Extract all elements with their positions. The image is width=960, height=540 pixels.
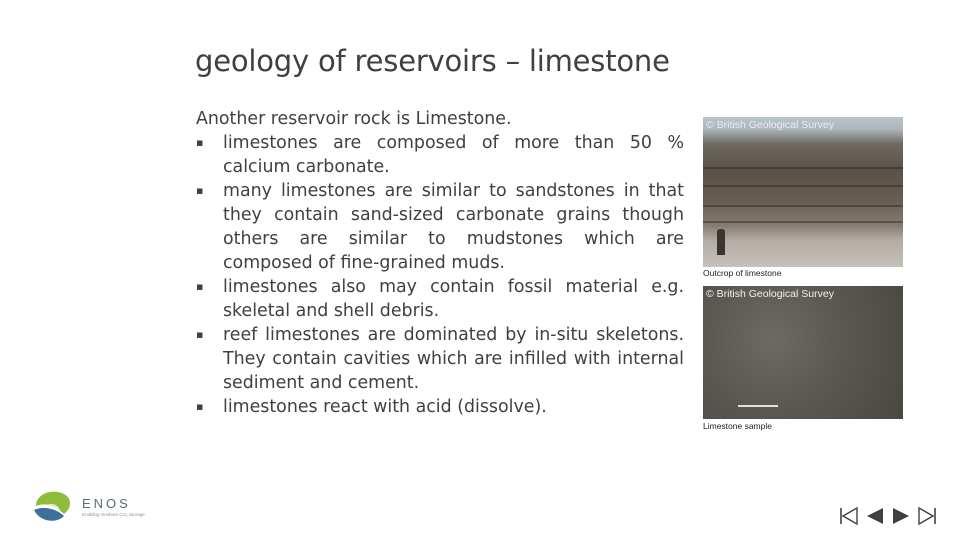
bullet-item — [196, 323, 684, 395]
sample-photo — [703, 286, 903, 419]
bullet-text: limestones are composed of more than 50 % calcium carbonate. — [223, 133, 684, 177]
bullet-marker: ▪ — [196, 184, 204, 197]
first-slide-icon[interactable] — [838, 505, 860, 527]
last-slide-icon[interactable] — [916, 505, 938, 527]
bullet-text: limestones react with acid (dissolve). — [223, 397, 547, 417]
person-figure — [717, 229, 725, 255]
bullet-marker: ▪ — [196, 328, 204, 341]
bullet-marker: ▪ — [196, 280, 204, 293]
outcrop-copyright: © British Geological Survey — [706, 119, 834, 131]
bullet-item — [196, 395, 684, 419]
previous-slide-icon[interactable] — [864, 505, 886, 527]
bullet-text: reef limestones are dominated by in-situ skeletons. They contain cavities which are infilled with internal sediment and cement. — [223, 325, 684, 393]
bullet-list — [196, 131, 684, 419]
intro-text: Another reservoir rock is Limestone. — [196, 109, 512, 129]
bullet-item — [196, 275, 684, 323]
slide-body — [196, 107, 684, 419]
bullet-item — [196, 179, 684, 275]
bullet-text: limestones also may contain fossil material e.g. skeletal and shell debris. — [223, 277, 684, 321]
sample-copyright: © British Geological Survey — [706, 288, 834, 300]
scale-bar — [738, 405, 778, 407]
logo-name: ENOS — [82, 496, 131, 511]
slide-title: geology of reservoirs – limestone — [195, 44, 670, 78]
bullet-item — [196, 131, 684, 179]
bullet-marker: ▪ — [196, 136, 204, 149]
next-slide-icon[interactable] — [890, 505, 912, 527]
sample-caption: Limestone sample — [703, 421, 772, 431]
outcrop-caption: Outcrop of limestone — [703, 268, 782, 278]
logo-tagline: Enabling Onshore CO₂ Storage — [82, 512, 145, 517]
bullet-text: many limestones are similar to sandstones in that they contain sand-sized carbonate grains though others are similar to mudstones which are composed of fine-grained muds. — [223, 181, 684, 273]
outcrop-photo — [703, 117, 903, 267]
bullet-marker: ▪ — [196, 400, 204, 413]
